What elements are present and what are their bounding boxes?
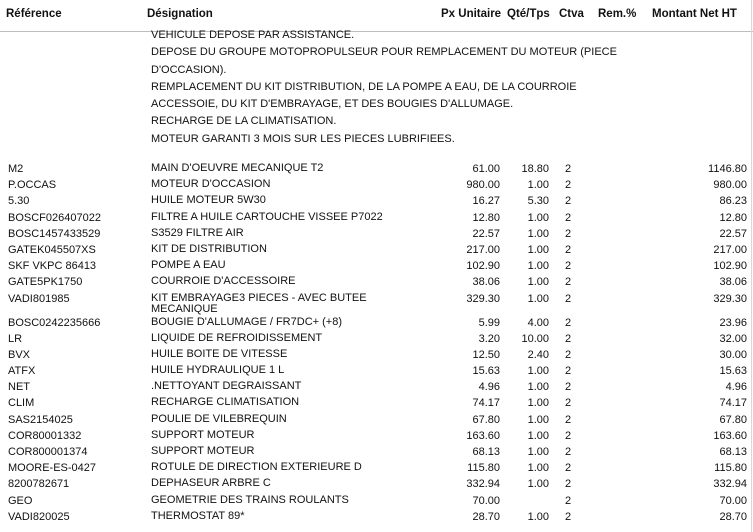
table-row: [0, 397, 753, 413]
reference-cell: COR800001374: [8, 446, 88, 458]
quantity-cell: 1.00: [527, 227, 549, 240]
unit-price-cell: 102.90: [466, 260, 500, 273]
tax-code-cell: 2: [565, 276, 572, 289]
reference-cell: BOSC1457433529: [8, 227, 101, 240]
tax-code-cell: 2: [565, 348, 572, 361]
quantity-cell: 1.00: [527, 243, 549, 256]
quantity-cell: 1.00: [527, 381, 549, 394]
tax-code-cell: 2: [565, 163, 572, 175]
reference-cell: GEO: [8, 494, 33, 507]
reference-cell: BVX: [8, 348, 31, 361]
tax-code-cell: 2: [565, 462, 572, 475]
amount-cell: 102.90: [713, 260, 747, 273]
designation-cell: MOTEUR D'OCCASION: [151, 178, 271, 191]
unit-price-cell: 163.60: [466, 429, 500, 442]
header-designation: Désignation: [147, 8, 213, 20]
unit-price-cell: 70.00: [472, 494, 500, 507]
quantity-cell: 2.40: [527, 348, 549, 361]
table-row: [0, 349, 753, 365]
reference-cell: P.OCCAS: [8, 179, 57, 192]
reference-cell: 8200782671: [8, 478, 70, 491]
amount-cell: 332.94: [713, 478, 747, 491]
quantity-cell: 1.00: [527, 462, 549, 475]
designation-cell: SUPPORT MOTEUR: [151, 445, 255, 457]
reference-cell: 5.30: [8, 195, 30, 208]
description-line: D'OCCASION).: [151, 63, 227, 76]
unit-price-cell: 38.06: [472, 276, 500, 289]
unit-price-cell: 115.80: [467, 462, 500, 475]
unit-price-cell: 22.57: [472, 227, 500, 240]
unit-price-cell: 67.80: [472, 413, 500, 426]
amount-cell: 70.00: [719, 494, 747, 507]
table-row: [0, 195, 753, 211]
tax-code-cell: 2: [565, 243, 572, 256]
table-row: [0, 212, 753, 228]
designation-cell: HUILE BOITE DE VITESSE: [151, 347, 288, 360]
designation-cell: POMPE A EAU: [151, 259, 226, 272]
description-line: REMPLACEMENT DU KIT DISTRIBUTION, DE LA POMPE A EAU, DE LA COURROIE: [151, 80, 577, 93]
quantity-cell: 1.00: [527, 260, 549, 273]
table-row: [0, 365, 753, 381]
tax-code-cell: 2: [565, 179, 572, 192]
description-line: VEHICULE DEPOSE PAR ASSISTANCE.: [151, 29, 355, 41]
table-row: [0, 462, 753, 478]
designation-cell: THERMOSTAT 89*: [151, 509, 245, 522]
designation-cell: KIT EMBRAYAGE3 PIECES - AVEC BUTEE MECANIQUE: [151, 291, 367, 315]
reference-cell: BOSCF026407022: [8, 211, 101, 224]
amount-cell: 38.06: [719, 276, 747, 289]
amount-cell: 86.23: [719, 195, 747, 208]
designation-cell: ROTULE DE DIRECTION EXTERIEURE D: [151, 461, 362, 474]
unit-price-cell: 28.70: [472, 510, 500, 523]
amount-cell: 329.30: [713, 292, 747, 305]
tax-code-cell: 2: [565, 227, 572, 240]
quantity-cell: 1.00: [527, 478, 549, 491]
reference-cell: ATFX: [8, 365, 36, 378]
tax-code-cell: 2: [565, 292, 572, 305]
work-description: [151, 27, 671, 148]
unit-price-cell: 5.99: [478, 316, 500, 329]
designation-cell: FILTRE A HUILE CARTOUCHE VISSEE P7022: [151, 210, 383, 223]
tax-code-cell: 2: [565, 494, 572, 507]
designation-cell: GEOMETRIE DES TRAINS ROULANTS: [151, 493, 349, 506]
table-row: [0, 333, 753, 349]
header-montant: Montant Net HT: [652, 8, 737, 20]
designation-cell: HUILE MOTEUR 5W30: [151, 194, 266, 207]
reference-cell: SKF VKPC 86413: [8, 260, 97, 273]
reference-cell: SAS2154025: [8, 413, 73, 426]
table-row: [0, 228, 753, 244]
designation-cell: .NETTOYANT DEGRAISSANT: [151, 380, 302, 393]
designation-cell: LIQUIDE DE REFROIDISSEMENT: [151, 331, 323, 344]
table-row: [0, 495, 753, 511]
unit-price-cell: 12.80: [472, 211, 500, 224]
designation-cell: MAIN D'OEUVRE MECANIQUE T2: [151, 162, 324, 174]
quantity-cell: 1.00: [527, 510, 549, 523]
unit-price-cell: 3.20: [478, 332, 500, 345]
quantity-cell: 1.00: [527, 429, 549, 442]
reference-cell: VADI820025: [8, 510, 70, 523]
amount-cell: 28.70: [719, 510, 747, 523]
description-line: ACCESSOIE, DU KIT D'EMBRAYAGE, ET DES BOUGIES D'ALLUMAGE.: [151, 98, 514, 111]
description-line: MOTEUR GARANTI 3 MOIS SUR LES PIECES LUBRIFIEES.: [151, 132, 455, 145]
unit-price-cell: 4.96: [478, 381, 500, 394]
reference-cell: COR80001332: [8, 429, 82, 442]
unit-price-cell: 15.63: [472, 365, 500, 378]
tax-code-cell: 2: [565, 211, 572, 224]
designation-cell: BOUGIE D'ALLUMAGE / FR7DC+ (+8): [151, 315, 342, 328]
tax-code-cell: 2: [565, 316, 572, 329]
page-edge: [751, 0, 752, 532]
designation-cell: KIT DE DISTRIBUTION: [151, 242, 267, 255]
amount-cell: 74.17: [719, 397, 747, 410]
designation-cell: COURROIE D'ACCESSOIRE: [151, 275, 296, 288]
amount-cell: 23.96: [719, 316, 747, 329]
quantity-cell: 1.00: [527, 413, 549, 426]
table-row: [0, 244, 753, 260]
unit-price-cell: 329.30: [466, 292, 500, 305]
quantity-cell: 18.80: [521, 163, 549, 175]
quantity-cell: 1.00: [527, 397, 549, 410]
reference-cell: BOSC0242235666: [8, 316, 101, 329]
amount-cell: 32.00: [719, 332, 747, 345]
table-row: [0, 478, 753, 494]
reference-cell: GATEK045507XS: [8, 243, 96, 256]
designation-cell: S3529 FILTRE AIR: [151, 226, 244, 239]
table-row: [0, 276, 753, 292]
tax-code-cell: 2: [565, 446, 572, 458]
tax-code-cell: 2: [565, 260, 572, 273]
amount-cell: 115.80: [714, 462, 747, 475]
tax-code-cell: 2: [565, 510, 572, 523]
table-row: [0, 179, 753, 195]
quantity-cell: 1.00: [527, 179, 549, 192]
table-row: [0, 414, 753, 430]
reference-cell: GATE5PK1750: [8, 276, 83, 289]
tax-code-cell: 2: [565, 381, 572, 394]
unit-price-cell: 16.27: [472, 195, 500, 208]
table-row: [0, 260, 753, 276]
quantity-cell: 5.30: [527, 195, 549, 208]
amount-cell: 68.13: [719, 446, 747, 458]
designation-cell: POULIE DE VILEBREQUIN: [151, 412, 287, 425]
tax-code-cell: 2: [565, 195, 572, 208]
quantity-cell: 10.00: [521, 332, 549, 345]
table-row: [0, 293, 753, 317]
quantity-cell: 1.00: [527, 211, 549, 224]
amount-cell: 30.00: [719, 348, 747, 361]
amount-cell: 22.57: [719, 227, 747, 240]
amount-cell: 67.80: [719, 413, 747, 426]
reference-cell: MOORE-ES-0427: [8, 462, 97, 475]
designation-cell: HUILE HYDRAULIQUE 1 L: [151, 364, 285, 377]
unit-price-cell: 74.17: [472, 397, 500, 410]
tax-code-cell: 2: [565, 365, 572, 378]
description-line: RECHARGE DE LA CLIMATISATION.: [151, 115, 337, 128]
unit-price-cell: 980.00: [466, 179, 500, 192]
amount-cell: 163.60: [713, 429, 747, 442]
table-row: [0, 430, 753, 446]
header-px-unitaire: Px Unitaire: [441, 8, 502, 20]
quantity-cell: 1.00: [527, 276, 549, 289]
reference-cell: VADI801985: [8, 292, 70, 305]
unit-price-cell: 332.94: [466, 478, 500, 491]
amount-cell: 12.80: [719, 211, 747, 224]
amount-cell: 980.00: [713, 179, 747, 192]
table-row: [0, 163, 753, 179]
unit-price-cell: 61.00: [472, 163, 500, 175]
reference-cell: M2: [8, 163, 24, 175]
unit-price-cell: 68.13: [472, 446, 500, 458]
quantity-cell: 1.00: [527, 365, 549, 378]
tax-code-cell: 2: [565, 332, 572, 345]
tax-code-cell: 2: [565, 397, 572, 410]
header-ctva: Ctva: [559, 8, 584, 20]
reference-cell: LR: [8, 332, 23, 345]
quantity-cell: 1.00: [527, 292, 549, 305]
tax-code-cell: 2: [565, 413, 572, 426]
designation-cell: SUPPORT MOTEUR: [151, 428, 255, 441]
invoice-lines: [0, 163, 753, 527]
quantity-cell: 4.00: [527, 316, 549, 329]
table-row: [0, 317, 753, 333]
header-qte-tps: Qté/Tps: [507, 8, 550, 20]
amount-cell: 217.00: [713, 243, 747, 256]
unit-price-cell: 217.00: [466, 243, 500, 256]
reference-cell: CLIM: [8, 397, 35, 410]
amount-cell: 15.63: [719, 365, 747, 378]
header-reference: Référence: [6, 8, 62, 20]
table-row: [0, 381, 753, 397]
unit-price-cell: 12.50: [472, 348, 500, 361]
amount-cell: 1146.80: [708, 163, 747, 175]
table-row: [0, 446, 753, 462]
designation-cell: RECHARGE CLIMATISATION: [151, 396, 300, 409]
amount-cell: 4.96: [725, 381, 747, 394]
reference-cell: NET: [8, 381, 30, 394]
table-row: [0, 511, 753, 527]
tax-code-cell: 2: [565, 478, 572, 491]
quantity-cell: 1.00: [527, 446, 549, 458]
description-line: DEPOSE DU GROUPE MOTOPROPULSEUR POUR REMPLACEMENT DU MOTEUR (PIECE: [151, 46, 617, 59]
header-rem: Rem.%: [598, 8, 637, 20]
designation-cell: DEPHASEUR ARBRE C: [151, 477, 271, 490]
tax-code-cell: 2: [565, 429, 572, 442]
